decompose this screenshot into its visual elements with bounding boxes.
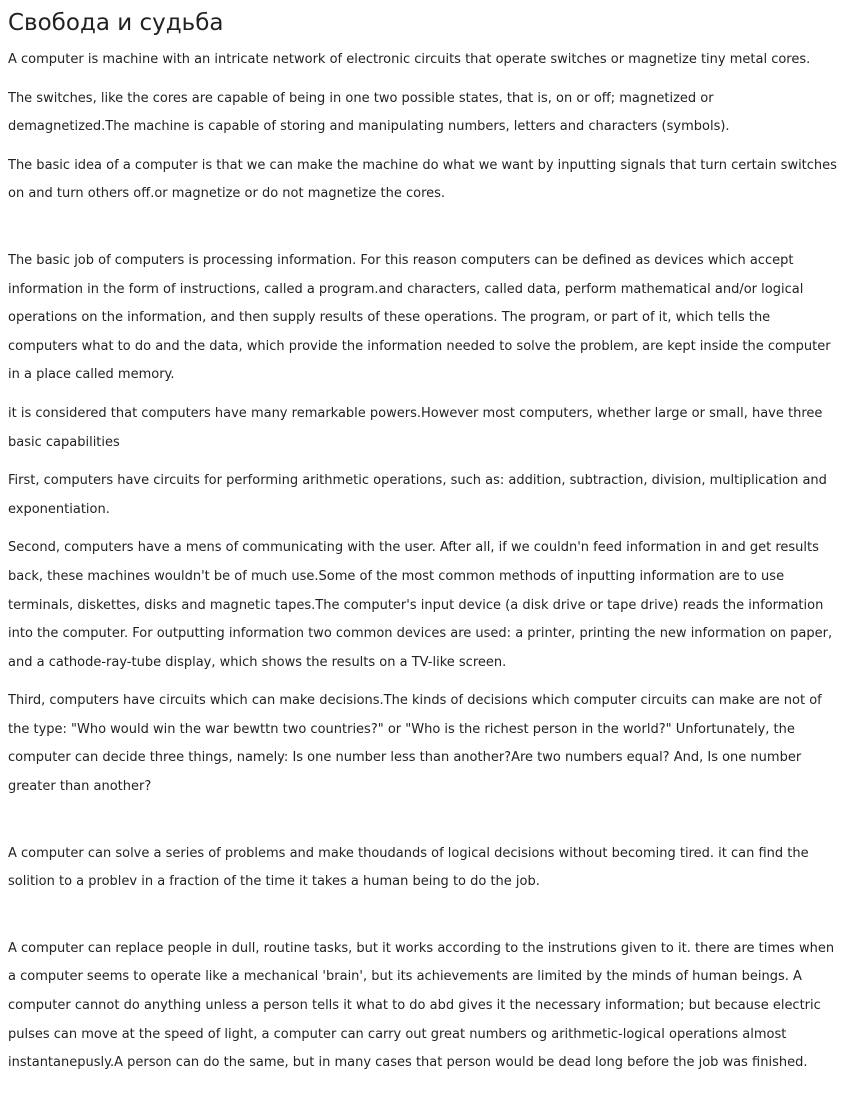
- paragraph: The basic idea of a computer is that we can make the machine do what we want by inputting signals that turn certain switches on and turn others off.or magnetize or do not magnetize the cores.: [8, 157, 837, 202]
- document: [0, 9, 847, 1078]
- paragraph: A computer can solve a series of problems and make thoudands of logical decisions without becoming tired. it can find the solition to a problev in a fraction of the time it takes a human being to do the job.: [8, 845, 809, 890]
- paragraph: Third, computers have circuits which can make decisions.The kinds of decisions which computer circuits can make are not of the type: "Who would win the war bewttn two countries?" or "Who is the richest person in the world?" Unfortunately, the computer can decide three things, namely: Is one number less than another?Are two numbers equal? And, Is one number greater than another?: [8, 693, 822, 795]
- page-title: Свобода и судьба: [8, 10, 224, 36]
- paragraph: A computer is machine with an intricate network of electronic circuits that operate switches or magnetize tiny metal cores.: [8, 52, 811, 67]
- paragraph: The switches, like the cores are capable of being in one two possible states, that is, on or off; magnetized or demagnetized.The machine is capable of storing and manipulating numbers, letters and characters (symbols).: [8, 90, 730, 135]
- paragraph: A computer can replace people in dull, routine tasks, but it works according to the instrutions given to it. there are times when a computer seems to operate like a mechanical 'brain', but its achievements are limited by the minds of human beings. A computer cannot do anything unless a person tells it what to do abd gives it the necessary information; but because electric pulses can move at the speed of light, a computer can carry out great numbers og arithmetic-logical operations almost instantanepusly.A person can do the same, but in many cases that person would be dead long before the job was finished.: [8, 940, 835, 1071]
- paragraph: Second, computers have a mens of communicating with the user. After all, if we couldn'n feed information in and get results back, these machines wouldn't be of much use.Some of the most common methods of inputting information are to use terminals, diskettes, disks and magnetic tapes.The computer's input device (a disk drive or tape drive) reads the information into the computer. For outputting information two common devices are used: a printer, printing the new information on paper, and a cathode-ray-tube display, which shows the results on a TV-like screen.: [8, 540, 833, 670]
- paragraph: The basic job of computers is processing information. For this reason computers can be defined as devices which accept information in the form of instructions, called a program.and characters, called data, perform mathematical and/or logical operations on the information, and then supply results of these operations. The program, or part of it, which tells the computers what to do and the data, which provide the information needed to solve the problem, are kept inside the computer in a place called memory.: [8, 252, 831, 383]
- paragraph: it is considered that computers have many remarkable powers.However most computers, whether large or small, have three basic capabilities: [8, 405, 823, 450]
- paragraph: First, computers have circuits for performing arithmetic operations, such as: addition, subtraction, division, multiplication and exponentiation.: [8, 473, 827, 517]
